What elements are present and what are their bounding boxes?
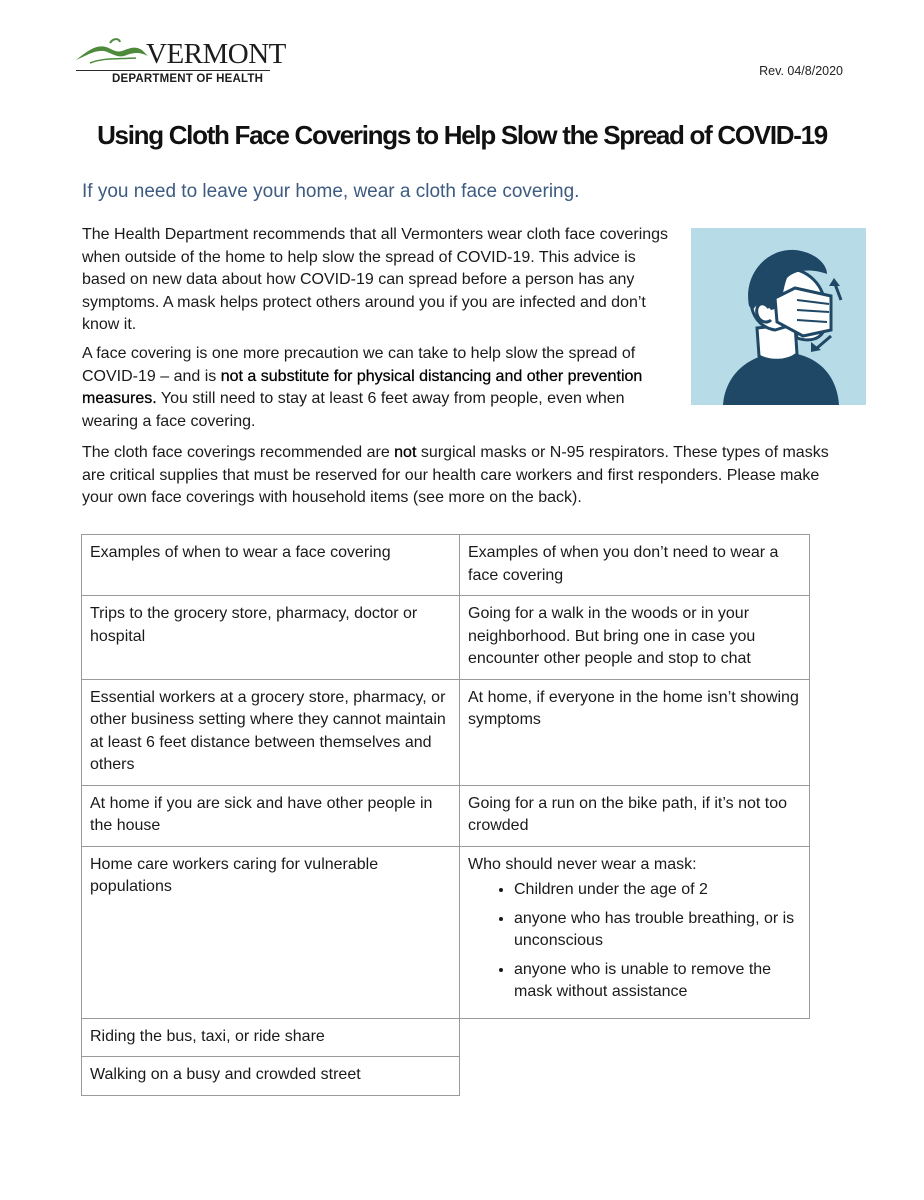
person-wearing-mask-illustration — [691, 228, 866, 405]
table-cell: Walking on a busy and crowded street — [82, 1057, 460, 1096]
mask-types-text-before: The cloth face coverings recommended are — [82, 444, 395, 461]
table-row — [82, 596, 810, 680]
table-cell: Trips to the grocery store, pharmacy, doctor or hospital — [82, 596, 460, 680]
never-wear-heading: Who should never wear a mask: — [468, 855, 697, 873]
department-name: DEPARTMENT OF HEALTH — [112, 73, 264, 85]
mask-types-paragraph — [82, 442, 852, 510]
header-when-not-needed: Examples of when you don’t need to wear a face covering — [460, 535, 810, 596]
precaution-text-before: A face covering is one more precaution we can take to help slow the spread of COVID-19 – and is — [82, 345, 636, 385]
intro-paragraph: The Health Department recommends that all Vermonters wear cloth face coverings when outside of the home to help slow the spread of COVID-19. This advice is based on new data about how COVID-19 can spread before a person has any symptoms. A mask helps protect others around you if you are infected and don’t know it. — [82, 226, 669, 333]
table-cell: At home, if everyone in the home isn’t showing symptoms — [460, 679, 810, 785]
empty-cell — [460, 1018, 810, 1057]
list-item: • anyone who has trouble breathing, or is unconscious — [514, 908, 801, 953]
table-row — [82, 846, 810, 1018]
table-cell: Going for a run on the bike path, if it’s not too crowded — [460, 785, 810, 846]
table-row — [82, 785, 810, 846]
header-when-to-wear: Examples of when to wear a face covering — [82, 535, 460, 596]
never-wear-cell — [460, 846, 810, 1018]
precaution-emphasis: not a substitute for physical distancing and other prevention measures. — [82, 367, 643, 407]
empty-cell — [460, 1057, 810, 1096]
table-cell: Riding the bus, taxi, or ride share — [82, 1018, 460, 1057]
person-wearing-mask-icon — [691, 228, 866, 405]
precaution-paragraph — [82, 343, 682, 433]
never-wear-list — [468, 879, 801, 1004]
table-row — [82, 1018, 810, 1057]
table-header-row — [82, 535, 810, 596]
list-item: • Children under the age of 2 — [514, 879, 801, 902]
mountain-logo-icon — [76, 36, 148, 70]
table-cell: Going for a walk in the woods or in your neighborhood. But bring one in case you encounter other people and stop to chat — [460, 596, 810, 680]
table-cell: At home if you are sick and have other people in the house — [82, 785, 460, 846]
subheading: If you need to leave your home, wear a cloth face covering. — [82, 181, 580, 202]
table-cell: Essential workers at a grocery store, pharmacy, or other business setting where they cannot maintain at least 6 feet distance between themselves and others — [82, 679, 460, 785]
page-title: Using Cloth Face Coverings to Help Slow the Spread of COVID-19 — [97, 120, 827, 150]
face-covering-examples-table — [81, 534, 810, 1096]
list-item: • anyone who is unable to remove the mask without assistance — [514, 959, 801, 1004]
revision-date: Rev. 04/8/2020 — [759, 64, 843, 78]
org-name: VERMONT — [146, 38, 286, 70]
logo-divider — [76, 70, 270, 71]
table-row — [82, 1057, 810, 1096]
mask-types-text-after: surgical masks or N-95 respirators. These types of masks are critical supplies that must be reserved for our health care workers and first responders. Please make your own face coverings with household items (see more on the back). — [82, 444, 829, 506]
mask-types-emphasis: not — [394, 444, 417, 461]
table-row — [82, 679, 810, 785]
precaution-text-after: You still need to stay at least 6 feet away from people, even when wearing a face covering. — [82, 390, 625, 430]
vermont-health-logo — [76, 36, 286, 92]
table-cell: Home care workers caring for vulnerable populations — [82, 846, 460, 1018]
